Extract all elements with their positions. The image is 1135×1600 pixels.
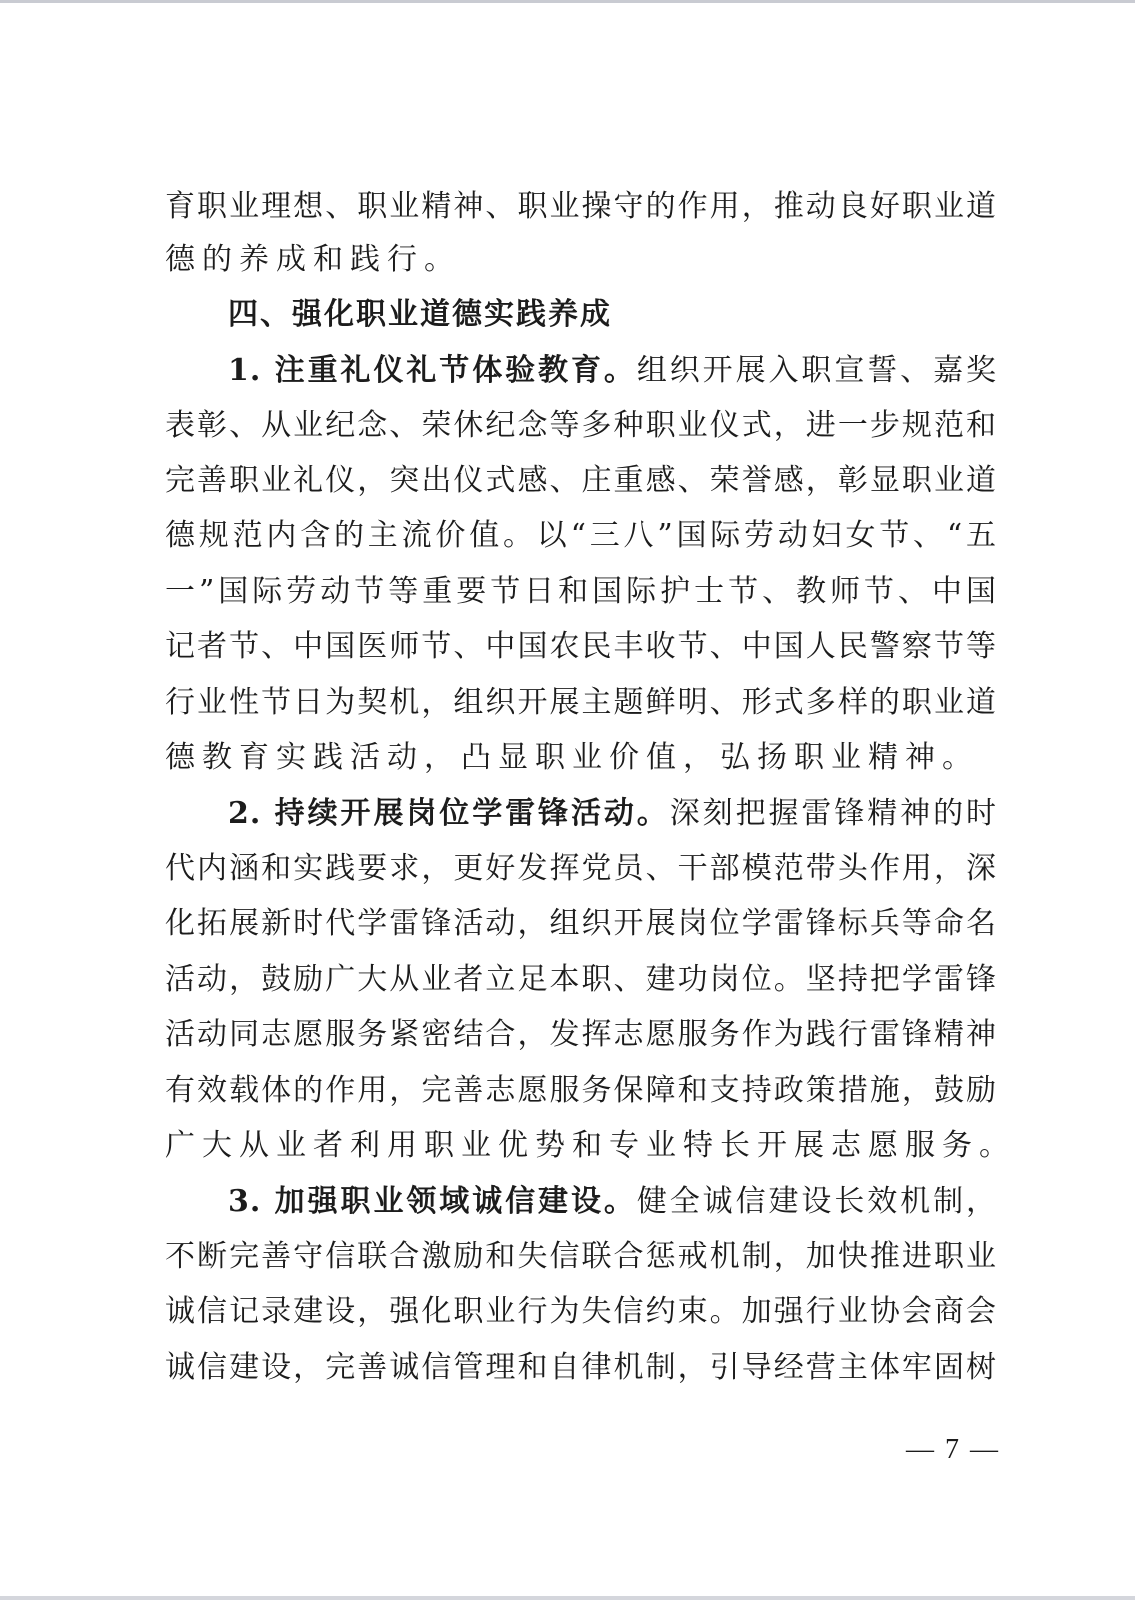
item-text: 深刻把握雷锋精神的时 xyxy=(669,796,998,831)
page-number: — 7 — xyxy=(906,1434,1000,1465)
paragraph-line: 代内涵和实践要求，更好发挥党员、干部模范带头作用，深 xyxy=(165,851,997,886)
item-text: 组织开展入职宣誓、嘉奖 xyxy=(636,353,998,388)
paragraph-line: 德的养成和践行。 xyxy=(165,242,461,277)
item-title: 1. 注重礼仪礼节体验教育。 xyxy=(228,353,637,388)
item-text: 健全诚信建设长效机制， xyxy=(636,1184,998,1219)
paragraph-line: 不断完善守信联合激励和失信联合惩戒机制，加快推进职业 xyxy=(165,1239,997,1274)
paragraph-line: 记者节、中国医师节、中国农民丰收节、中国人民警察节等 xyxy=(165,629,997,664)
paragraph-line: 行业性节日为契机，组织开展主题鲜明、形式多样的职业道 xyxy=(165,685,997,720)
scan-top-edge xyxy=(0,0,1135,3)
item-first-line xyxy=(228,794,997,834)
item-title: 2. 持续开展岗位学雷锋活动。 xyxy=(228,796,670,831)
paragraph-line: 活动，鼓励广大从业者立足本职、建功岗位。坚持把学雷锋 xyxy=(165,962,997,997)
paragraph-line: 诚信记录建设，强化职业行为失信约束。加强行业协会商会 xyxy=(165,1294,997,1329)
section-heading: 四、强化职业道德实践养成 xyxy=(228,297,612,332)
paragraph-line: 德教育实践活动，凸显职业价值，弘扬职业精神。 xyxy=(165,740,979,775)
paragraph-line: 诚信建设，完善诚信管理和自律机制，引导经营主体牢固树 xyxy=(165,1350,997,1385)
item-first-line xyxy=(228,1182,997,1222)
paragraph-line: 育职业理想、职业精神、职业操守的作用，推动良好职业道 xyxy=(165,189,997,224)
paragraph-line: 表彰、从业纪念、荣休纪念等多种职业仪式，进一步规范和 xyxy=(165,408,997,443)
paragraph-line: 化拓展新时代学雷锋活动，组织开展岗位学雷锋标兵等命名 xyxy=(165,906,997,941)
paragraph-line: 有效载体的作用，完善志愿服务保障和支持政策措施，鼓励 xyxy=(165,1073,997,1108)
paragraph-line: 德规范内含的主流价值。以“三八”国际劳动妇女节、“五 xyxy=(165,518,997,553)
paragraph-line: 活动同志愿服务紧密结合，发挥志愿服务作为践行雷锋精神 xyxy=(165,1017,997,1052)
scan-bottom-edge xyxy=(0,1596,1135,1600)
item-first-line xyxy=(228,351,997,391)
paragraph-line: 完善职业礼仪，突出仪式感、庄重感、荣誉感，彰显职业道 xyxy=(165,463,997,498)
paragraph-line: 广大从业者利用职业优势和专业特长开展志愿服务。 xyxy=(165,1128,1016,1163)
item-title: 3. 加强职业领域诚信建设。 xyxy=(228,1184,637,1219)
paragraph-line: 一”国际劳动节等重要节日和国际护士节、教师节、中国 xyxy=(165,574,997,609)
